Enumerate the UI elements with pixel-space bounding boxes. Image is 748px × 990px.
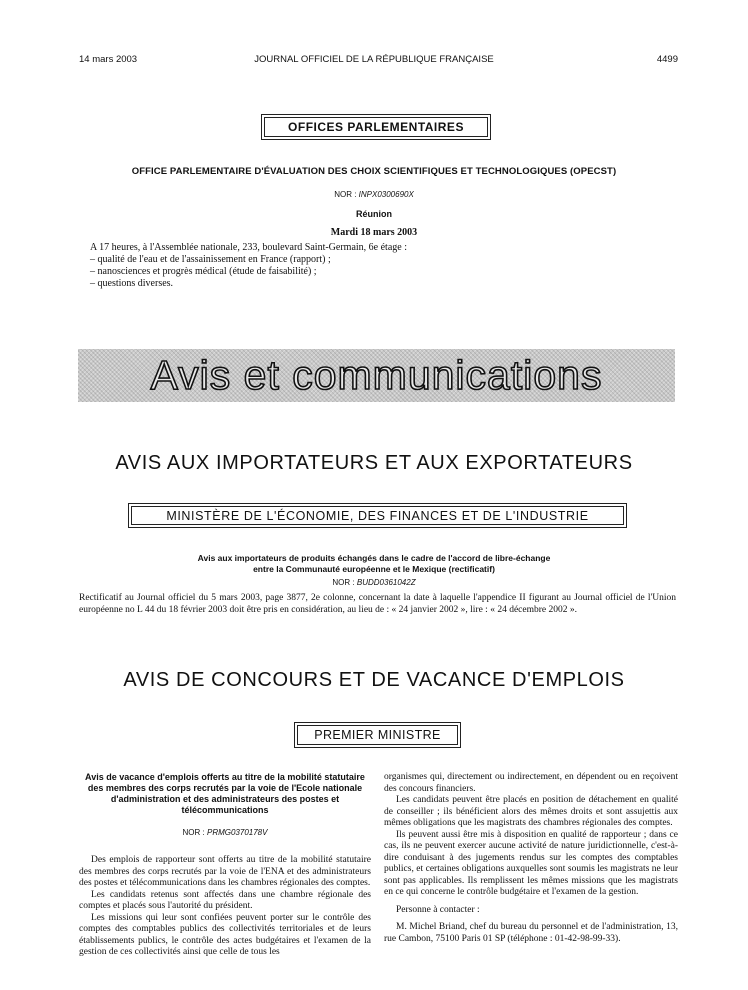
- section-banner: [78, 349, 675, 402]
- rectificatif-paragraph: Rectificatif au Journal officiel du 5 mars 2003, page 3877, 2e colonne, concernant la date à laquelle l'appendice II figurant au Journal officiel de l'Union européenne no L 44 du 18 février 2003 doit être pris en considération, au lieu de : « 24 janvier 2002 », lire : « 24 décembre 2002 ».: [79, 593, 676, 615]
- nor-code: BUDD0361042Z: [356, 578, 416, 587]
- ministry-name: MINISTÈRE DE L'ÉCONOMIE, DES FINANCES ET DE L'INDUSTRIE: [166, 508, 589, 523]
- body-paragraph: Des emplois de rapporteur sont offerts au titre de la mobilité statutaire des membres des corps recrutés par la voie de l'ENA et des administrateurs des postes et télécommunications dans les chambres régionales des comptes.: [79, 855, 371, 888]
- vacancy-notice-title: Avis de vacance d'emplois offerts au titre de la mobilité statutaire des membres des corps recrutés par la voie de l'Ecole nationale d'administration et des administrateurs des postes et télécommunications: [85, 772, 365, 815]
- page-number: 4499: [656, 54, 678, 65]
- body-paragraph: Les candidats retenus sont affectés dans une chambre régionale des comptes et placés sous l'autorité du président.: [79, 889, 371, 911]
- notice-title-line: entre la Communauté européenne et le Mexique (rectificatif): [253, 564, 495, 574]
- journal-title: JOURNAL OFFICIEL DE LA RÉPUBLIQUE FRANÇAISE: [254, 54, 494, 65]
- agenda-item: – questions diverses.: [90, 278, 174, 289]
- nor-line-opecst: [0, 190, 748, 199]
- body-paragraph: Ils peuvent aussi être mis à disposition en qualité de rapporteur ; dans ce cas, ils ne peuvent exercer aucune activité de nature juridictionnelle, c'est-à-dire conduisant à des jugements rendus sur les comptes des comptables publics, et certaines obligations auxquelles sont soumis les magistrats ne leur sont pas applicables. Ils remplissent les mêmes missions que les magistrats en ce qui concerne le contrôle budgétaire et l'examen de la gestion.: [384, 829, 678, 897]
- premier-ministre-label: PREMIER MINISTRE: [314, 728, 441, 742]
- offices-box: [261, 114, 491, 140]
- ministry-box: [128, 503, 627, 528]
- nor-label: NOR :: [182, 828, 205, 837]
- section-heading-import-export: AVIS AUX IMPORTATEURS ET AUX EXPORTATEURS: [115, 452, 633, 474]
- premier-ministre-box: [294, 722, 461, 748]
- agenda-item: – qualité de l'eau et de l'assainissement en France (rapport) ;: [90, 254, 331, 265]
- nor-line-import: [0, 578, 748, 587]
- nor-label: NOR :: [332, 578, 355, 587]
- left-column: [79, 772, 371, 959]
- right-column: [384, 772, 678, 945]
- agenda-item: A 17 heures, à l'Assemblée nationale, 233, boulevard Saint-Germain, 6e étage :: [90, 242, 407, 253]
- banner-title: Avis et communications: [150, 352, 603, 398]
- nor-code: PRMG0370178V: [206, 828, 268, 837]
- nor-code: INPX0300690X: [358, 190, 414, 199]
- agenda-item: – nanosciences et progrès médical (étude de faisabilité) ;: [90, 266, 317, 277]
- notice-title-line: Avis aux importateurs de produits échangés dans le cadre de l'accord de libre-échange: [197, 553, 551, 563]
- offices-box-title: OFFICES PARLEMENTAIRES: [288, 120, 464, 134]
- section-heading-concours: AVIS DE CONCOURS ET DE VACANCE D'EMPLOIS: [123, 669, 625, 691]
- reunion-date: Mardi 18 mars 2003: [330, 227, 418, 238]
- contact-details: M. Michel Briand, chef du bureau du personnel et de l'administration, 13, rue Cambon, 75100 Paris 01 SP (téléphone : 01-42-98-99-33).: [384, 922, 678, 944]
- body-paragraph: organismes qui, directement ou indirectement, en dépendent ou en reçoivent des concours financiers.: [384, 772, 678, 794]
- notice-title: [0, 553, 748, 575]
- body-paragraph: Les candidats peuvent être placés en position de détachement en qualité de conseiller ; ils bénéficient alors des mêmes droits et sont assujettis aux mêmes obligations que les magistrats des chambres régionales des comptes.: [384, 795, 678, 828]
- contact-label: Personne à contacter :: [396, 904, 480, 915]
- nor-label: NOR :: [334, 190, 357, 199]
- body-paragraph: Les missions qui leur sont confiées peuvent porter sur le contrôle des comptes des comptables publics des collectivités territoriales et de leurs établissements publics, le contrôle des actes budgétaires et l'examen de la gestion de ces collectivités ainsi que celle de tous les: [79, 912, 371, 957]
- agenda-list: [90, 242, 407, 290]
- reunion-label: Réunion: [356, 209, 392, 219]
- header-date: 14 mars 2003: [79, 54, 138, 65]
- nor-line-vacancy: [79, 828, 371, 837]
- office-name: OFFICE PARLEMENTAIRE D'ÉVALUATION DES CHOIX SCIENTIFIQUES ET TECHNOLOGIQUES (OPECST): [131, 166, 617, 177]
